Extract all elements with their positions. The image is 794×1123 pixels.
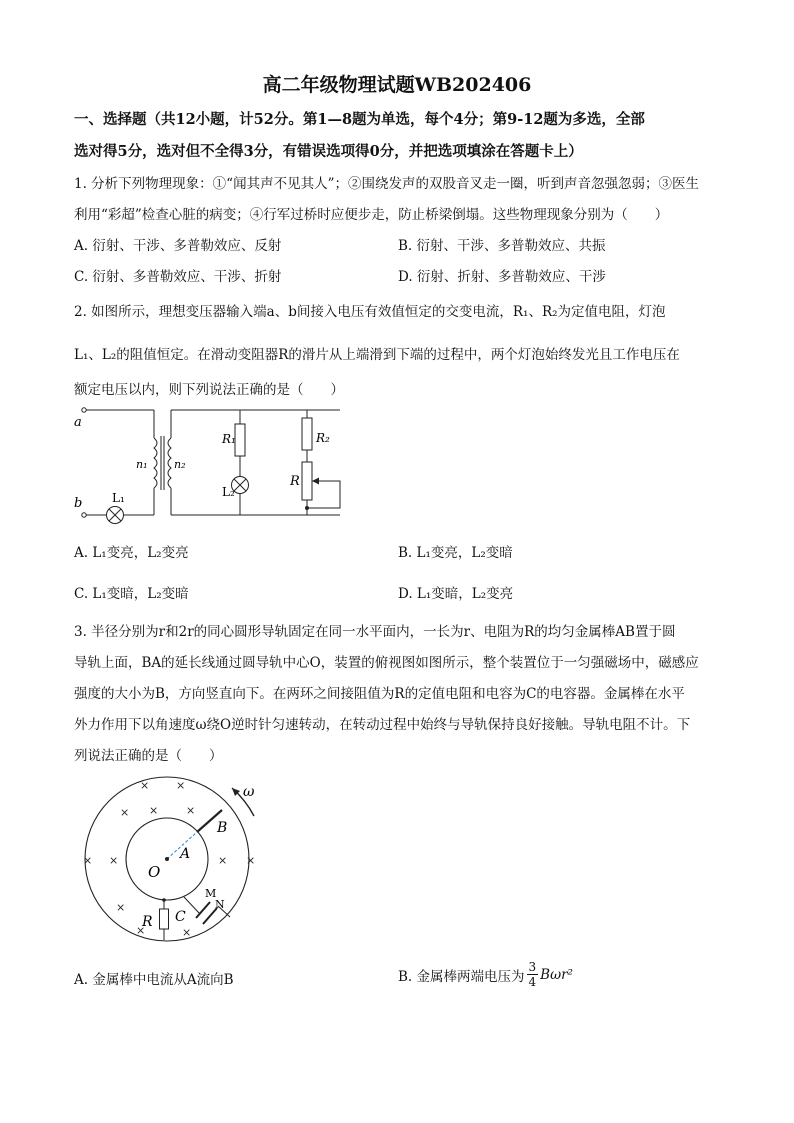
r1-label: R₁ [222,432,236,446]
q3-stem-line-1: 3. 半径分别为r和2r的同心圆形导轨固定在同一水平面内，一长为r、电阻为R的均匀金属棒AB置于圆 [74,624,676,640]
cross-mark: × [109,854,119,867]
point-o-label: O [148,863,161,881]
point-a-label: A [180,846,191,862]
page-title: 高二年级物理试题WB202406 [262,74,532,96]
q3-stem-line-4: 外力作用下以角速度ω绕O逆时针匀速转动，在转动过程中始终与导轨保持良好接触。导轨电阻不计。下 [74,717,691,733]
magnetic-field-crosses [83,779,255,939]
cross-mark: × [149,804,159,817]
cross-mark: × [116,901,126,914]
fraction-denominator: 4 [528,975,537,989]
q1-stem-line-2: 利用“彩超”检查心脏的病变；④行军过桥时应便步走，防止桥梁倒塌。这些物理现象分别为（ ） [74,207,669,223]
cross-mark: × [182,926,192,939]
q2-stem-line-1: 2. 如图所示，理想变压器输入端a、b间接入电压有效值恒定的交变电流，R₁、R₂为定值电阻，灯泡 [74,304,666,320]
lamp-l1-icon [107,507,124,524]
omega-label: ω [243,784,255,800]
cross-mark: × [218,854,228,867]
cross-mark: × [186,804,196,817]
q1-option-b: B. 衍射、干涉、多普勒效应、共振 [398,238,606,254]
slider-arrow-icon [312,478,319,485]
q3-rails-figure [72,776,272,946]
q2-option-c: C. L₁变暗，L₂变暗 [74,586,189,602]
cross-mark: × [246,854,256,867]
section-heading-line-2: 选对得5分，选对但不全得3分，有错误选项得0分，并把选项填涂在答题卡上） [74,143,583,160]
r-label: R [290,474,300,489]
q3-option-b-suffix: Bωr² [540,966,573,983]
q3-stem-line-3: 强度的大小为B，方向竖直向下。在两环之间接阻值为R的定值电阻和电容为C的电容器。金属棒在水平 [74,686,685,702]
q1-option-a: A. 衍射、干涉、多普勒效应、反射 [74,238,282,254]
cross-mark: × [176,779,186,792]
q1-stem-line-1: 1. 分析下列物理现象：①“闻其声不见其人”；②围绕发声的双股音叉走一圈，听到声音忽强忽弱；③医生 [74,176,699,192]
fraction-numerator: 3 [528,960,537,974]
q2-stem-line-3: 额定电压以内，则下列说法正确的是（ ） [74,382,344,398]
q3-option-b [398,960,573,989]
terminal-b-label: b [74,496,83,511]
center-point [165,857,169,861]
capacitor-icon [196,902,217,924]
q3-stem-line-5: 列说法正确的是（ ） [74,748,223,764]
q3-option-b-prefix: B. 金属棒两端电压为 [398,968,525,985]
q2-option-d: D. L₁变暗，L₂变亮 [398,586,514,602]
plate-n-label: N [215,898,225,911]
q2-option-b: B. L₁变亮，L₂变暗 [398,545,513,561]
l1-label: L₁ [112,491,125,505]
cross-mark: × [83,854,93,867]
q2-option-a: A. L₁变亮，L₂变亮 [74,545,189,561]
plate-m-label: M [205,887,217,900]
point-b-label: B [217,820,228,836]
cross-mark: × [140,779,150,792]
l2-label: L₂ [222,485,235,499]
fraction [527,960,539,989]
q1-option-d: D. 衍射、折射、多普勒效应、干涉 [398,269,606,285]
n1-label: n₁ [136,458,148,471]
n2-label: n₂ [174,458,186,471]
q1-option-c: C. 衍射、多普勒效应、干涉、折射 [74,269,282,285]
section-heading-line-1: 一、选择题（共12小题，计52分。第1—8题为单选，每个4分；第9-12题为多选，全部 [74,111,645,128]
cross-mark: × [120,806,130,819]
q2-stem-line-2: L₁、L₂的阻值恒定。在滑动变阻器R的滑片从上端滑到下端的过程中，两个灯泡始终发光且工作电压在 [74,347,680,363]
capacitor-label: C [175,909,186,925]
q3-stem-line-2: 导轨上面，BA的延长线通过圆导轨中心O，装置的俯视图如图所示，整个装置位于一匀强磁场中，磁感应 [74,655,699,671]
resistor-label: R [142,914,153,930]
q2-circuit-figure [70,398,360,528]
r2-label: R₂ [316,431,330,445]
cross-mark: × [136,924,146,937]
q3-option-a: A. 金属棒中电流从A流向B [74,972,234,988]
terminal-a-label: a [74,415,82,430]
